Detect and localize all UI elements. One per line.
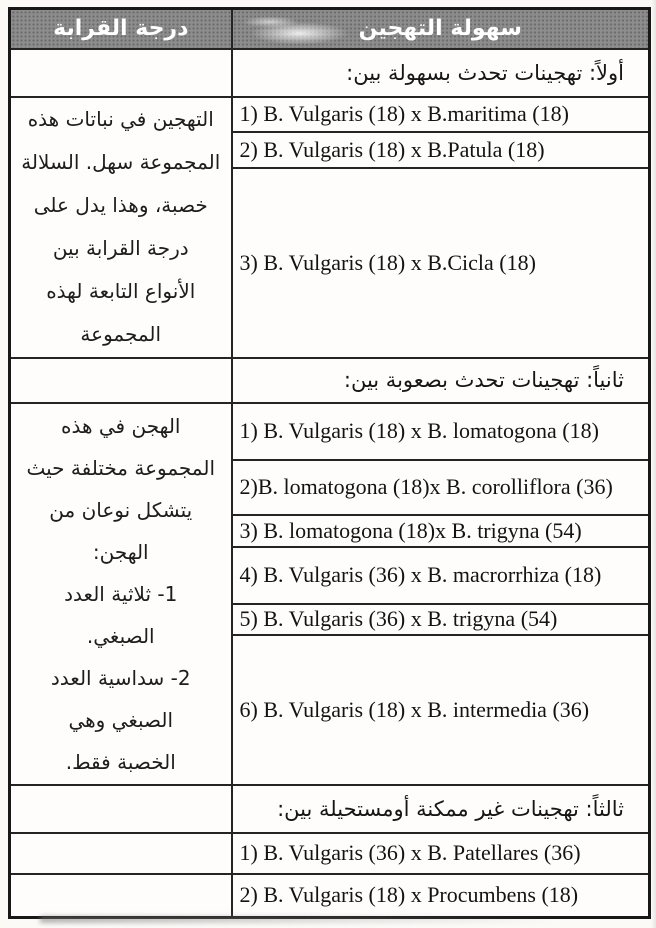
section2-kinship-note bbox=[10, 403, 232, 785]
note-line: الصبغي. bbox=[86, 623, 155, 648]
note-line: المجموعة bbox=[80, 322, 162, 346]
note-line: الصبغي وهي bbox=[68, 707, 174, 732]
cross-cell: 1) B. Vulgaris (18) x B.maritima (18) bbox=[232, 97, 650, 132]
note-line: التهجين في نباتات هذه bbox=[27, 107, 214, 131]
cross-cell: 1) B. Vulgaris (36) x B. Patellares (36) bbox=[232, 833, 650, 874]
hybridization-table bbox=[8, 7, 651, 919]
cross-cell: 1) B. Vulgaris (18) x B. lomatogona (18) bbox=[232, 403, 650, 460]
cross-row bbox=[10, 833, 650, 874]
kinship-empty-cell bbox=[10, 833, 232, 874]
cross-row bbox=[10, 874, 650, 918]
cross-row bbox=[10, 97, 650, 132]
section1-kinship-note bbox=[10, 97, 232, 358]
section3-title: ثالثاً: تهجينات غير ممكنة أومستحيلة بين: bbox=[232, 785, 650, 833]
cross-cell: 4) B. Vulgaris (36) x B. macrorrhiza (18) bbox=[232, 547, 650, 604]
cross-cell: 2) B. Vulgaris (18) x Procumbens (18) bbox=[232, 874, 650, 918]
scan-shadow-artifact bbox=[40, 916, 560, 923]
section3-kinship-empty-cell bbox=[10, 785, 232, 833]
cross-cell: 3) B. Vulgaris (18) x B.Cicla (18) bbox=[232, 168, 650, 358]
header-hybridization-ease: سهولة التهجين bbox=[232, 9, 650, 49]
note-line: المجموعة مختلفة حيث bbox=[26, 455, 216, 480]
note-line: الخصبة فقط. bbox=[65, 749, 176, 774]
section2-kinship-empty-cell bbox=[10, 358, 232, 403]
kinship-empty-cell bbox=[10, 874, 232, 918]
note-line: الهجن: bbox=[92, 539, 149, 564]
cross-cell: 3) B. lomatogona (18)x B. trigyna (54) bbox=[232, 515, 650, 547]
header-kinship-degree: درجة القرابة bbox=[10, 9, 232, 49]
section2-title-row bbox=[10, 358, 650, 403]
section3-title-row bbox=[10, 785, 650, 833]
section1-kinship-empty-cell bbox=[10, 49, 232, 97]
note-line: الهجن في هذه bbox=[61, 413, 181, 438]
note-line: يتشكل نوعان من bbox=[49, 497, 193, 522]
cross-cell: 5) B. Vulgaris (36) x B. trigyna (54) bbox=[232, 604, 650, 635]
section2-title: ثانياً: تهجينات تحدث بصعوبة بين: bbox=[232, 358, 650, 403]
note-line: المجموعة سهل. السلالة bbox=[21, 150, 221, 174]
note-line: 1- ثلاثية العدد bbox=[64, 581, 178, 606]
table-header-row bbox=[10, 9, 650, 49]
section1-title-row bbox=[10, 49, 650, 97]
cross-cell: 2)B. lomatogona (18)x B. corolliflora (36) bbox=[232, 460, 650, 515]
cross-cell: 2) B. Vulgaris (18) x B.Patula (18) bbox=[232, 132, 650, 168]
note-line: خصبة، وهذا يدل على bbox=[33, 193, 208, 217]
scan-edge-artifact bbox=[651, 0, 656, 928]
note-line: 2- سداسية العدد bbox=[50, 665, 191, 690]
note-line: الأنواع التابعة لهذه bbox=[46, 279, 196, 303]
note-line: درجة القرابة بين bbox=[52, 236, 189, 260]
cross-cell: 6) B. Vulgaris (18) x B. intermedia (36) bbox=[232, 635, 650, 785]
section1-title: أولاً: تهجينات تحدث بسهولة بين: bbox=[232, 49, 650, 97]
cross-row bbox=[10, 403, 650, 460]
